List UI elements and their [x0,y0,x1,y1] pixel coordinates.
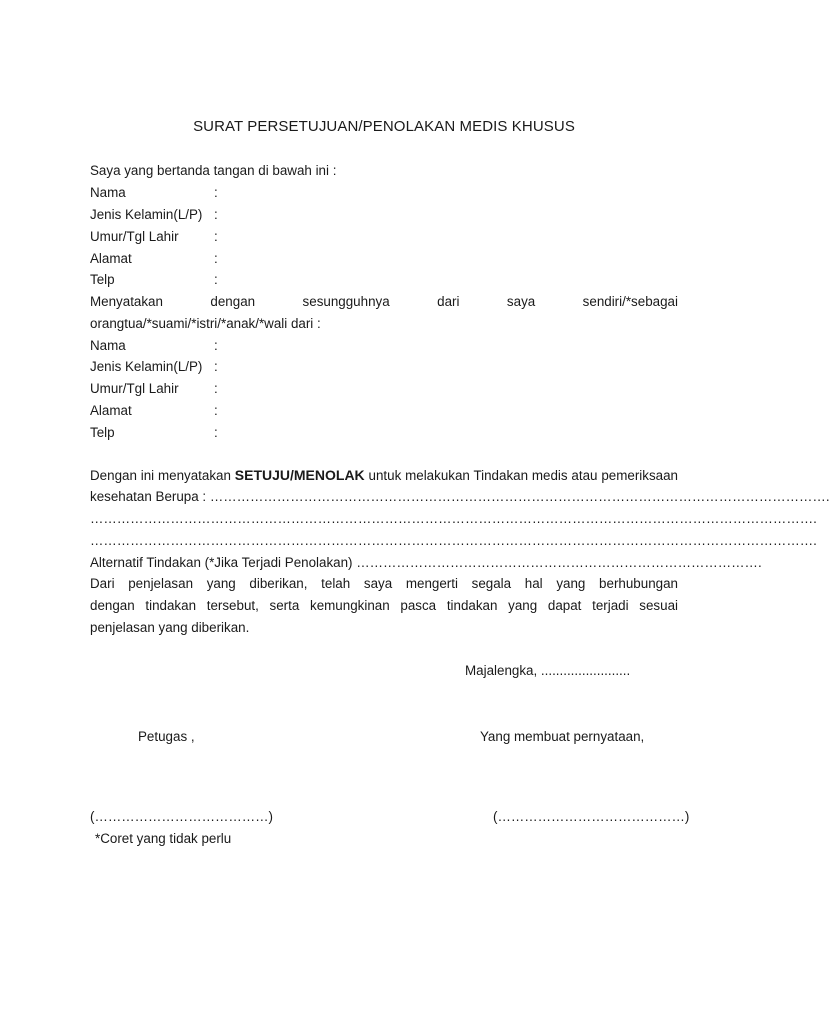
field-label: Nama [90,185,126,200]
field-colon: : [214,251,218,266]
field-colon: : [214,272,218,287]
field-colon: : [214,403,218,418]
field-label: Alamat [90,251,132,266]
field-colon: : [214,338,218,353]
field-colon: : [214,425,218,440]
field-label: Telp [90,272,115,287]
declaration-suffix: untuk melakukan Tindakan medis atau pemeriksaan [364,468,678,483]
statement-word: saya [506,294,536,309]
field-label: Alamat [90,403,132,418]
declaration-line1 [90,467,678,483]
statement-line2: orangtua/*suami/*istri/*anak/*wali dari : [90,316,321,331]
field-label: Jenis Kelamin(L/P) [90,207,203,222]
field-colon: : [214,381,218,396]
explanation-line: dengan tindakan tersebut, serta kemungkinan pasca tindakan yang dapat terjadi sesuai [90,598,678,613]
field-colon: : [214,185,218,200]
dotted-line: ………………………………………………………………………………………………………………………………………………. [90,533,817,548]
statement-word: dari [437,294,460,309]
field-label: Umur/Tgl Lahir [90,229,179,244]
statement-word: dengan [210,294,256,309]
statement-word: sesungguhnya [302,294,390,309]
field-label: Jenis Kelamin(L/P) [90,359,203,374]
declarant-label: Yang membuat pernyataan, [480,729,645,744]
field-label: Umur/Tgl Lahir [90,381,179,396]
dotted-line: ………………………………………………………………………………………………………………………………………………. [90,511,817,526]
field-colon: : [214,229,218,244]
document-title: SURAT PERSETUJUAN/PENOLAKAN MEDIS KHUSUS [193,118,575,135]
declaration-prefix: Dengan ini menyatakan [90,468,235,483]
statement-word: Menyatakan [90,294,163,309]
intro-text: Saya yang bertanda tangan di bawah ini : [90,163,337,178]
explanation-line: Dari penjelasan yang diberikan, telah saya mengerti segala hal yang berhubungan [90,576,678,591]
field-label: Nama [90,338,126,353]
place-date: Majalengka, ........................ [465,663,631,678]
statement-line1 [90,294,678,309]
footnote: *Coret yang tidak perlu [95,831,232,846]
field-colon: : [214,359,218,374]
officer-label: Petugas , [138,729,195,744]
field-colon: : [214,207,218,222]
explanation-line: penjelasan yang diberikan. [90,620,250,635]
statement-word: sendiri/*sebagai [582,294,678,309]
declarant-signature-line: (……………………………………) [493,809,690,824]
field-label: Telp [90,425,115,440]
consent-choice: SETUJU/MENOLAK [234,467,365,483]
declaration-line2: kesehatan Berupa : …………………………………………………………………………………………………………………………. [90,489,830,504]
officer-signature-line: (…………………………………) [90,809,273,824]
alternative-line: Alternatif Tindakan (*Jika Terjadi Penolakan) ………………………………………………………………………………. [90,555,762,570]
